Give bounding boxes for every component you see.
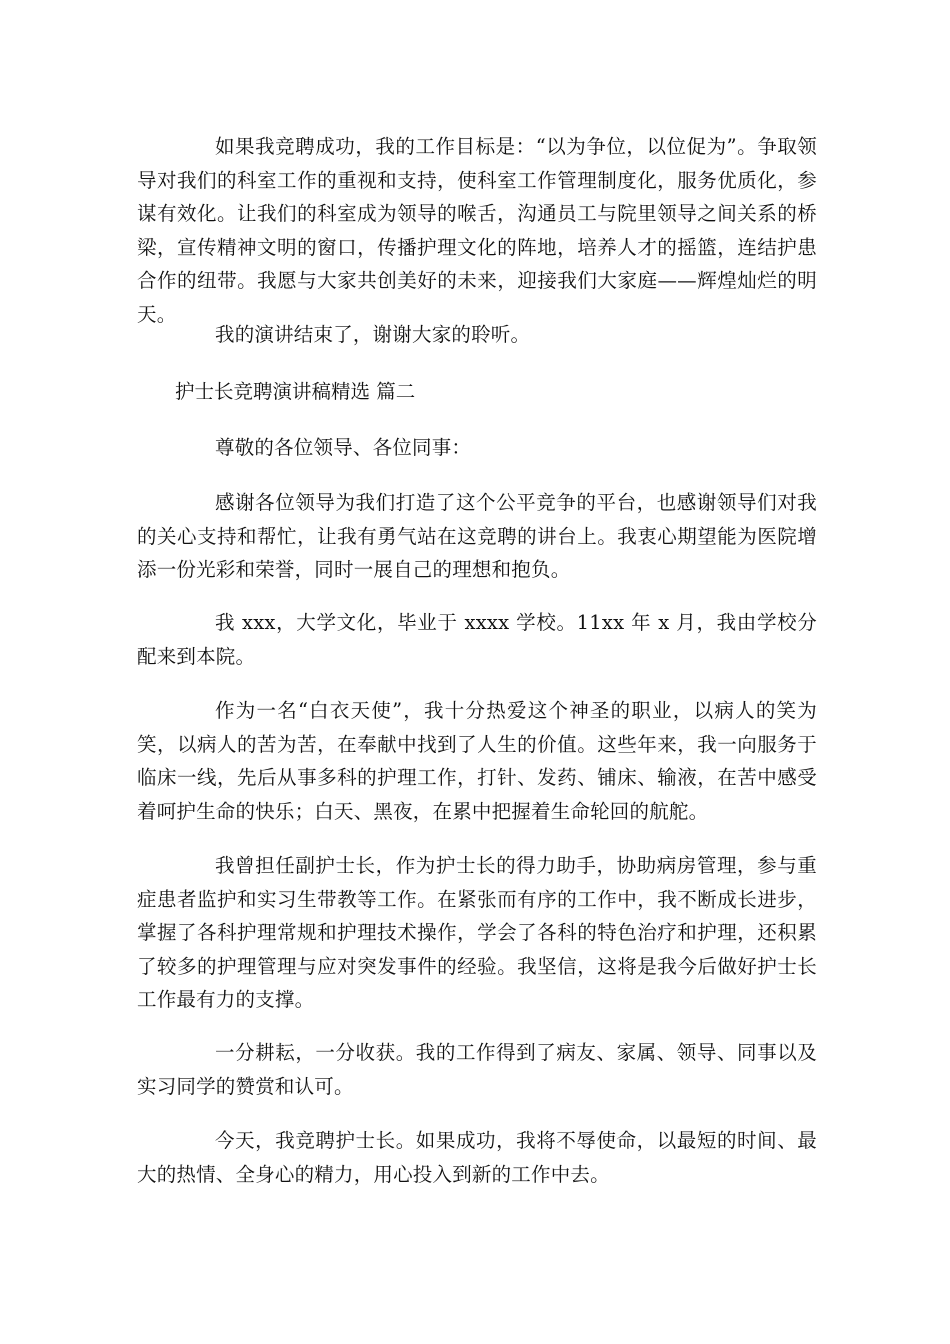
paragraph-commitment: 今天，我竞聘护士长。如果成功，我将不辱使命，以最短的时间、最大的热情、全身心的精力，用心投入到新的工作中去。 xyxy=(137,1129,817,1186)
paragraph-work-goals: 如果我竞聘成功，我的工作目标是：“以为争位，以位促为”。争取领导对我们的科室工作的重视和支持，使科室工作管理制度化，服务优质化，参谋有效化。让我们的科室成为领导的喉舌，沟通员工与院里领导之间关系的桥梁，宣传精神文明的窗口，传播护理文化的阵地，培养人才的摇篮，连结护患合作的纽带。我愿与大家共创美好的未来，迎接我们大家庭——辉煌灿烂的明天。 xyxy=(137,135,817,326)
section-heading: 护士长竞聘演讲稿精选 篇二 xyxy=(175,380,416,403)
paragraph-nursing-career: 作为一名“白衣天使”，我十分热爱这个神圣的职业，以病人的笑为笑，以病人的苦为苦，在奉献中找到了人生的价值。这些年来，我一向服务于临床一线，先后从事多科的护理工作，打针、发药、铺床、输液，在苦中感受着呵护生命的快乐；白天、黑夜，在累中把握着生命轮回的航舵。 xyxy=(137,699,817,823)
paragraph-self-introduction: 我 xxx，大学文化，毕业于 xxxx 学校。11xx 年 x 月，我由学校分配来到本院。 xyxy=(137,611,817,668)
paragraph-gratitude: 感谢各位领导为我们打造了这个公平竞争的平台，也感谢领导们对我的关心支持和帮忙，让我有勇气站在这竞聘的讲台上。我衷心期望能为医院增添一份光彩和荣誉，同时一展自己的理想和抱负。 xyxy=(137,491,817,582)
paragraph-salutation: 尊敬的各位领导、各位同事： xyxy=(215,436,472,459)
paragraph-closing-thanks: 我的演讲结束了，谢谢大家的聆听。 xyxy=(215,323,531,346)
paragraph-recognition: 一分耕耘，一分收获。我的工作得到了病友、家属、领导、同事以及实习同学的赞赏和认可。 xyxy=(137,1041,817,1098)
paragraph-experience: 我曾担任副护士长，作为护士长的得力助手，协助病房管理，参与重症患者监护和实习生带教等工作。在紧张而有序的工作中，我不断成长进步，掌握了各科护理常规和护理技术操作，学会了各科的特色治疗和护理，还积累了较多的护理管理与应对突发事件的经验。我坚信，这将是我今后做好护士长工作最有力的支撑。 xyxy=(137,854,817,1012)
